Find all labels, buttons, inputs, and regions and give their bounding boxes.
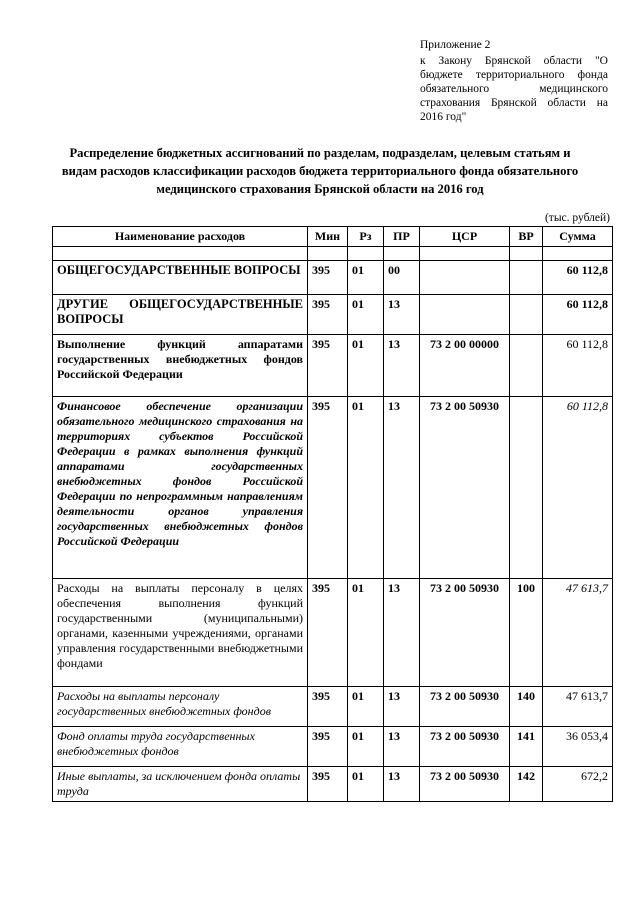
units-label: (тыс. рублей): [544, 212, 610, 224]
document-title: Распределение бюджетных ассигнований по разделам, подразделам, целевым статьям и видам расходов классификации расходов бюджета территориального фонда обязательного медицинского страхования Брянской области на 2016 год: [61, 146, 579, 196]
row-csr: [420, 295, 510, 335]
row-csr: 73 2 00 50930: [420, 767, 510, 802]
row-min: 395: [308, 397, 348, 579]
row-csr: 73 2 00 00000: [420, 335, 510, 397]
annex-block: [420, 38, 608, 124]
row-sum: 47 613,7: [543, 579, 613, 687]
row-rz: 01: [348, 767, 384, 802]
row-sum: 36 053,4: [543, 727, 613, 767]
row-pr: 13: [384, 579, 420, 687]
row-vr: 100: [510, 579, 543, 687]
row-name: Расходы на выплаты персоналу в целях обеспечения выполнения функций государственными (муниципальными) органами, казенными учреждениями, органами управления государственными внебюджетными фондами: [53, 579, 308, 687]
row-csr: [420, 261, 510, 295]
row-min: 395: [308, 335, 348, 397]
header-csr: ЦСР: [420, 227, 510, 247]
row-vr: [510, 335, 543, 397]
table-row: [53, 397, 613, 579]
row-rz: 01: [348, 727, 384, 767]
row-pr: 13: [384, 687, 420, 727]
spacer-row: [53, 247, 613, 261]
budget-table: [52, 226, 613, 802]
row-sum: 47 613,7: [543, 687, 613, 727]
row-csr: 73 2 00 50930: [420, 727, 510, 767]
header-sum: Сумма: [543, 227, 613, 247]
header-vr: ВР: [510, 227, 543, 247]
row-name: Выполнение функций аппаратами государственных внебюджетных фондов Российской Федерации: [53, 335, 308, 397]
header-min: Мин: [308, 227, 348, 247]
row-rz: 01: [348, 335, 384, 397]
row-min: 395: [308, 261, 348, 295]
row-sum: 672,2: [543, 767, 613, 802]
header-name: Наименование расходов: [53, 227, 308, 247]
row-pr: 13: [384, 767, 420, 802]
table-row: [53, 295, 613, 335]
row-csr: 73 2 00 50930: [420, 397, 510, 579]
row-pr: 13: [384, 727, 420, 767]
row-pr: 13: [384, 295, 420, 335]
row-name: ДРУГИЕ ОБЩЕГОСУДАРСТВЕННЫЕ ВОПРОСЫ: [53, 295, 308, 335]
row-min: 395: [308, 295, 348, 335]
row-rz: 01: [348, 295, 384, 335]
row-vr: 140: [510, 687, 543, 727]
table-row: [53, 727, 613, 767]
row-name: Иные выплаты, за исключением фонда оплаты труда: [53, 767, 308, 802]
row-pr: 13: [384, 397, 420, 579]
row-vr: [510, 295, 543, 335]
row-rz: 01: [348, 397, 384, 579]
header-row: [53, 227, 613, 247]
header-rz: Рз: [348, 227, 384, 247]
row-sum: 60 112,8: [543, 295, 613, 335]
annex-title: Приложение 2: [420, 39, 491, 51]
row-min: 395: [308, 767, 348, 802]
table-row: [53, 261, 613, 295]
table-row: [53, 335, 613, 397]
row-pr: 13: [384, 335, 420, 397]
row-sum: 60 112,8: [543, 397, 613, 579]
row-sum: 60 112,8: [543, 335, 613, 397]
row-min: 395: [308, 727, 348, 767]
row-min: 395: [308, 687, 348, 727]
table-row: [53, 579, 613, 687]
row-csr: 73 2 00 50930: [420, 579, 510, 687]
row-name: Финансовое обеспечение организации обязательного медицинского страхования на территориях субъектов Российской Федерации в рамках выполнения функций аппаратами государственных внебюджетных фондов Российской Федерации по непрограммным направлениям деятельности органов управления государственных внебюджетных фондов Российской Федерации: [53, 397, 308, 579]
row-vr: 141: [510, 727, 543, 767]
table-row: [53, 767, 613, 802]
row-pr: 00: [384, 261, 420, 295]
annex-text: к Закону Брянской области "О бюджете территориального фонда обязательного медицинского страхования Брянской области на 2016 год": [420, 55, 608, 123]
table-row: [53, 687, 613, 727]
row-vr: 142: [510, 767, 543, 802]
row-vr: [510, 397, 543, 579]
row-sum: 60 112,8: [543, 261, 613, 295]
row-name: ОБЩЕГОСУДАРСТВЕННЫЕ ВОПРОСЫ: [53, 261, 308, 295]
row-rz: 01: [348, 687, 384, 727]
row-rz: 01: [348, 261, 384, 295]
header-pr: ПР: [384, 227, 420, 247]
row-min: 395: [308, 579, 348, 687]
row-vr: [510, 261, 543, 295]
row-name: Фонд оплаты труда государственных внебюджетных фондов: [53, 727, 308, 767]
row-csr: 73 2 00 50930: [420, 687, 510, 727]
row-name: Расходы на выплаты персоналу государственных внебюджетных фондов: [53, 687, 308, 727]
row-rz: 01: [348, 579, 384, 687]
